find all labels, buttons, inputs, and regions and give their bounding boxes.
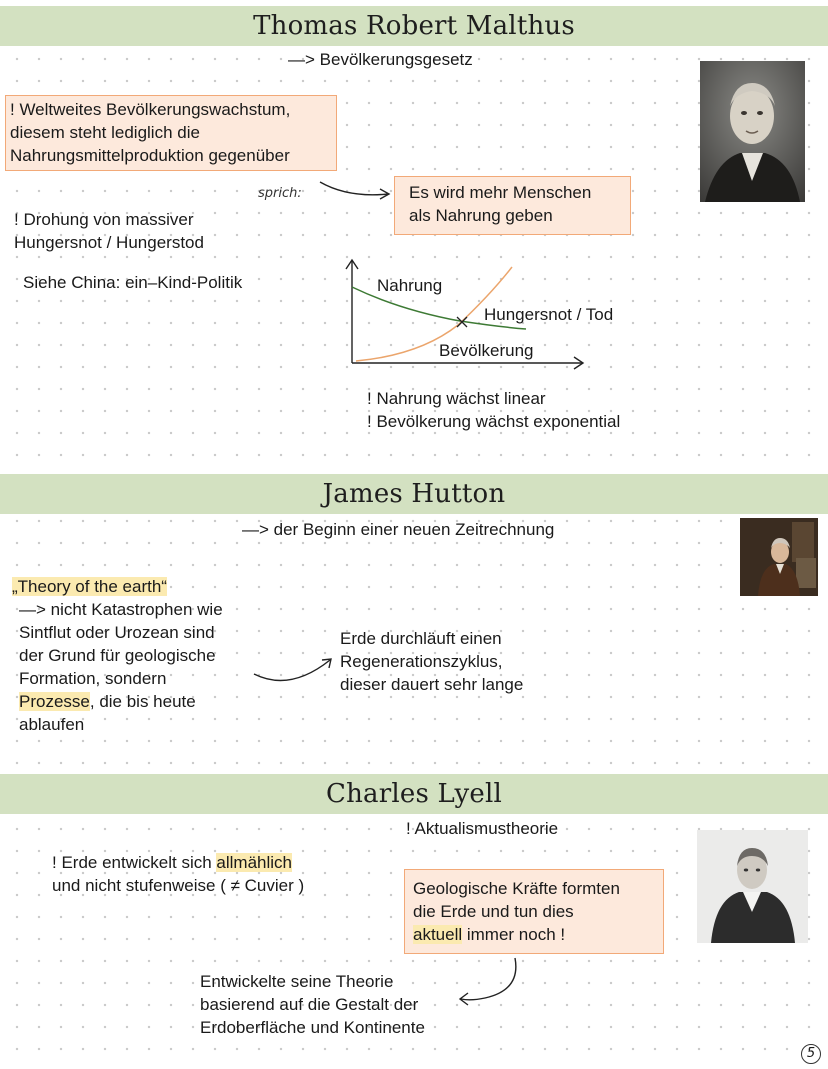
hutton-subtitle: —> der Beginn einer neuen Zeitrechnung [242, 520, 555, 539]
hutton-line-5 [19, 690, 223, 713]
hutton-line-2: Sintflut oder Urozean sind [19, 623, 215, 642]
lyell-box-line-2: die Erde und tun dies [413, 902, 574, 921]
page-number: 5 [801, 1044, 821, 1064]
lyell-box-line-1: Geologische Kräfte formten [413, 879, 620, 898]
lyell-subtitle: ! Aktualismustheorie [406, 819, 559, 838]
lyell-left-pre: ! Erde entwickelt sich [52, 853, 217, 872]
malthus-main-box [5, 95, 337, 171]
lyell-bottom-line-2: basierend auf die Gestalt der [200, 995, 419, 1014]
hutton-right-line-2: Regenerationszyklus, [340, 652, 503, 671]
lyell-box-line-3 [413, 923, 655, 946]
lyell-bottom-text [200, 970, 425, 1039]
malthus-box-line-3: Nahrungsmittelproduktion gegenüber [10, 146, 290, 165]
result-line-2: als Nahrung geben [409, 206, 553, 225]
drohung-line-1: ! Drohung von massiver [14, 210, 194, 229]
hutton-left-text [19, 598, 223, 736]
sprich-arrow [318, 176, 394, 206]
graph-label-food: Nahrung [377, 276, 443, 295]
hutton-right-text [340, 627, 523, 696]
malthus-title: Thomas Robert Malthus [253, 11, 575, 41]
theory-of-earth: „Theory of the earth“ [12, 577, 167, 596]
hutton-line-6: ablaufen [19, 715, 85, 734]
note-exponential: ! Bevölkerung wächst exponential [367, 412, 621, 431]
lyell-left-line-2: und nicht stufenweise ( ≠ Cuvier ) [52, 876, 305, 895]
lyell-bottom-line-3: Erdoberfläche und Kontinente [200, 1018, 425, 1037]
malthus-subtitle: —> Bevölkerungsgesetz [288, 50, 473, 69]
hutton-title: James Hutton [322, 479, 506, 509]
growth-notes [367, 387, 620, 433]
malthus-box-line-1: ! Weltweites Bevölkerungswachstum, [10, 100, 291, 119]
note-linear: ! Nahrung wächst linear [367, 389, 546, 408]
prozesse-highlight: Prozesse [19, 692, 90, 711]
drohung-text [14, 208, 204, 254]
hutton-right-line-3: dieser dauert sehr lange [340, 675, 524, 694]
hutton-line-4: Formation, sondern [19, 669, 167, 688]
lyell-title: Charles Lyell [326, 779, 502, 809]
hutton-right-line-1: Erde durchläuft einen [340, 629, 502, 648]
hutton-line-3: der Grund für geologische [19, 646, 216, 665]
lyell-bottom-line-1: Entwickelte seine Theorie [200, 972, 394, 991]
lyell-left-line-1 [52, 851, 304, 874]
lyell-left-text [52, 851, 304, 897]
hutton-line-1: —> nicht Katastrophen wie [19, 600, 223, 619]
lyell-box-rest: immer noch ! [462, 925, 566, 944]
aktuell-highlight: aktuell [413, 925, 463, 944]
lyell-box [404, 869, 664, 954]
prozesse-rest: , die bis heute [89, 692, 196, 711]
hutton-theory-title [12, 575, 167, 598]
graph-label-cross: Hungersnot / Tod [484, 305, 614, 324]
malthus-box-line-2: diesem steht lediglich die [10, 123, 200, 142]
malthus-result-box [394, 176, 631, 235]
hutton-portrait [740, 518, 818, 596]
lyell-portrait [697, 830, 808, 943]
result-line-1: Es wird mehr Menschen [409, 183, 592, 202]
malthus-portrait [700, 61, 805, 202]
allmaehlich-highlight: allmählich [216, 853, 292, 872]
drohung-line-2: Hungersnot / Hungerstod [14, 233, 204, 252]
sprich-note: sprich: [258, 186, 302, 201]
graph-label-pop: Bevölkerung [439, 341, 534, 360]
lyell-arrow [455, 956, 525, 1008]
hutton-arrow [250, 652, 338, 688]
china-text: Siehe China: ein–Kind-Politik [23, 273, 243, 292]
